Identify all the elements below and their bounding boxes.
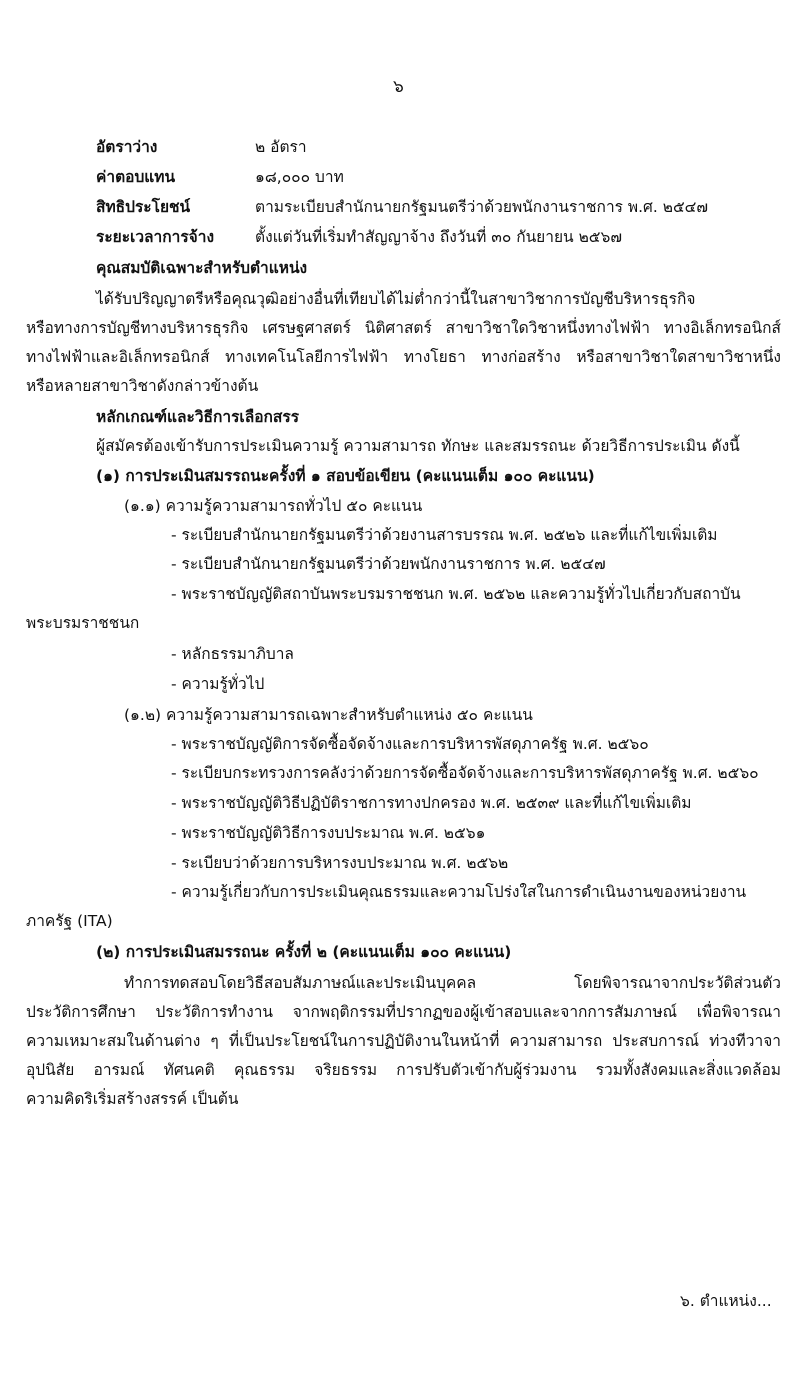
benefits-label: สิทธิประโยชน์ — [96, 198, 191, 216]
qualifications-line-3: ทางไฟฟ้าและอิเล็กทรอนิกส์ ทางเทคโนโลยีการไฟฟ้า ทางโยธา ทางก่อสร้าง หรือสาขาวิชาใดสาขาวิชาหนึ่ง — [26, 348, 781, 366]
compensation-value: ๑๘,๐๐๐ บาท — [255, 168, 344, 186]
qualifications-heading: คุณสมบัติเฉพาะสำหรับตำแหน่ง — [96, 259, 308, 277]
qualifications-line-1: ได้รับปริญญาตรีหรือคุณวุฒิอย่างอื่นที่เทียบได้ไม่ต่ำกว่านี้ในสาขาวิชาการบัญชีบริหารธุรกิจ — [96, 290, 696, 308]
sub2-item: - ระเบียบว่าด้วยการบริหารงบประมาณ พ.ศ. ๒๕๖๒ — [171, 854, 509, 872]
sub2-item-continuation: ภาครัฐ (ITA) — [26, 912, 113, 930]
vacancy-label: อัตราว่าง — [96, 138, 158, 156]
qualifications-line-4: หรือหลายสาขาวิชาดังกล่าวข้างต้น — [26, 377, 259, 395]
vacancy-value: ๒ อัตรา — [255, 138, 307, 156]
benefits-value: ตามระเบียบสำนักนายกรัฐมนตรีว่าด้วยพนักงานราชการ พ.ศ. ๒๕๔๗ — [255, 198, 709, 216]
round2-heading: (๒) การประเมินสมรรถนะ ครั้งที่ ๒ (คะแนนเต็ม ๑๐๐ คะแนน) — [96, 943, 512, 961]
sub1-heading: (๑.๑) ความรู้ความสามารถทั่วไป ๕๐ คะแนน — [124, 497, 423, 515]
continuation-note: ๖. ตำแหน่ง... — [680, 1292, 772, 1310]
round2-line-1: ทำการทดสอบโดยวิธีสอบสัมภาษณ์และประเมินบุคคล โดยพิจารณาจากประวัติส่วนตัว — [124, 974, 781, 992]
sub1-item-continuation: พระบรมราชชนก — [26, 614, 140, 632]
sub1-item: - ความรู้ทั่วไป — [171, 675, 265, 693]
selection-intro: ผู้สมัครต้องเข้ารับการประเมินความรู้ ความสามารถ ทักษะ และสมรรถนะ ด้วยวิธีการประเมิน ดังนี้ — [96, 437, 740, 455]
round2-line-2: ประวัติการศึกษา ประวัติการทำงาน จากพฤติกรรมที่ปรากฏของผู้เข้าสอบและจากการสัมภาษณ์ เพื่อพิจารณา — [26, 1003, 781, 1021]
compensation-label: ค่าตอบแทน — [96, 168, 176, 186]
employment-period-label: ระยะเวลาการจ้าง — [96, 228, 215, 246]
sub2-item: - พระราชบัญญัติการจัดซื้อจัดจ้างและการบริหารพัสดุภาครัฐ พ.ศ. ๒๕๖๐ — [171, 735, 649, 753]
sub2-item: - ความรู้เกี่ยวกับการประเมินคุณธรรมและความโปร่งใสในการดำเนินงานของหน่วยงาน — [171, 883, 747, 901]
employment-period-value: ตั้งแต่วันที่เริ่มทำสัญญาจ้าง ถึงวันที่ ๓๐ กันยายน ๒๕๖๗ — [255, 228, 623, 246]
selection-heading: หลักเกณฑ์และวิธีการเลือกสรร — [96, 408, 300, 426]
round2-line-4: อุปนิสัย อารมณ์ ทัศนคติ คุณธรรม จริยธรรม การปรับตัวเข้ากับผู้ร่วมงาน รวมทั้งสังคมและสิ่งแวดล้อม — [26, 1061, 781, 1079]
sub1-item: - หลักธรรมาภิบาล — [171, 645, 294, 663]
sub1-item: - ระเบียบสำนักนายกรัฐมนตรีว่าด้วยพนักงานราชการ พ.ศ. ๒๕๔๗ — [171, 555, 606, 573]
sub1-item: - ระเบียบสำนักนายกรัฐมนตรีว่าด้วยงานสารบรรณ พ.ศ. ๒๕๒๖ และที่แก้ไขเพิ่มเติม — [171, 526, 718, 544]
page-number: ๖ — [393, 77, 404, 97]
sub2-item: - พระราชบัญญัติวิธีปฏิบัติราชการทางปกครอง พ.ศ. ๒๕๓๙ และที่แก้ไขเพิ่มเติม — [171, 794, 692, 812]
sub1-item: - พระราชบัญญัติสถาบันพระบรมราชชนก พ.ศ. ๒๕๖๒ และความรู้ทั่วไปเกี่ยวกับสถาบัน — [171, 585, 741, 603]
round2-line-3: ความเหมาะสมในด้านต่าง ๆ ที่เป็นประโยชน์ในการปฏิบัติงานในหน้าที่ ความสามารถ ประสบการณ์ ท่วงทีวาจา — [26, 1032, 781, 1050]
sub2-item: - ระเบียบกระทรวงการคลังว่าด้วยการจัดซื้อจัดจ้างและการบริหารพัสดุภาครัฐ พ.ศ. ๒๕๖๐ — [171, 764, 759, 782]
round2-line-5: ความคิดริเริ่มสร้างสรรค์ เป็นต้น — [26, 1090, 239, 1108]
sub2-item: - พระราชบัญญัติวิธีการงบประมาณ พ.ศ. ๒๕๖๑ — [171, 824, 486, 842]
round1-heading: (๑) การประเมินสมรรถนะครั้งที่ ๑ สอบข้อเขียน (คะแนนเต็ม ๑๐๐ คะแนน) — [96, 467, 595, 485]
qualifications-line-2: หรือทางการบัญชีทางบริหารธุรกิจ เศรษฐศาสตร์ นิติศาสตร์ สาขาวิชาใดวิชาหนึ่งทางไฟฟ้า ทางอิเล็กทรอนิกส์ — [26, 319, 781, 337]
sub2-heading: (๑.๒) ความรู้ความสามารถเฉพาะสำหรับตำแหน่ง ๕๐ คะแนน — [124, 706, 533, 724]
